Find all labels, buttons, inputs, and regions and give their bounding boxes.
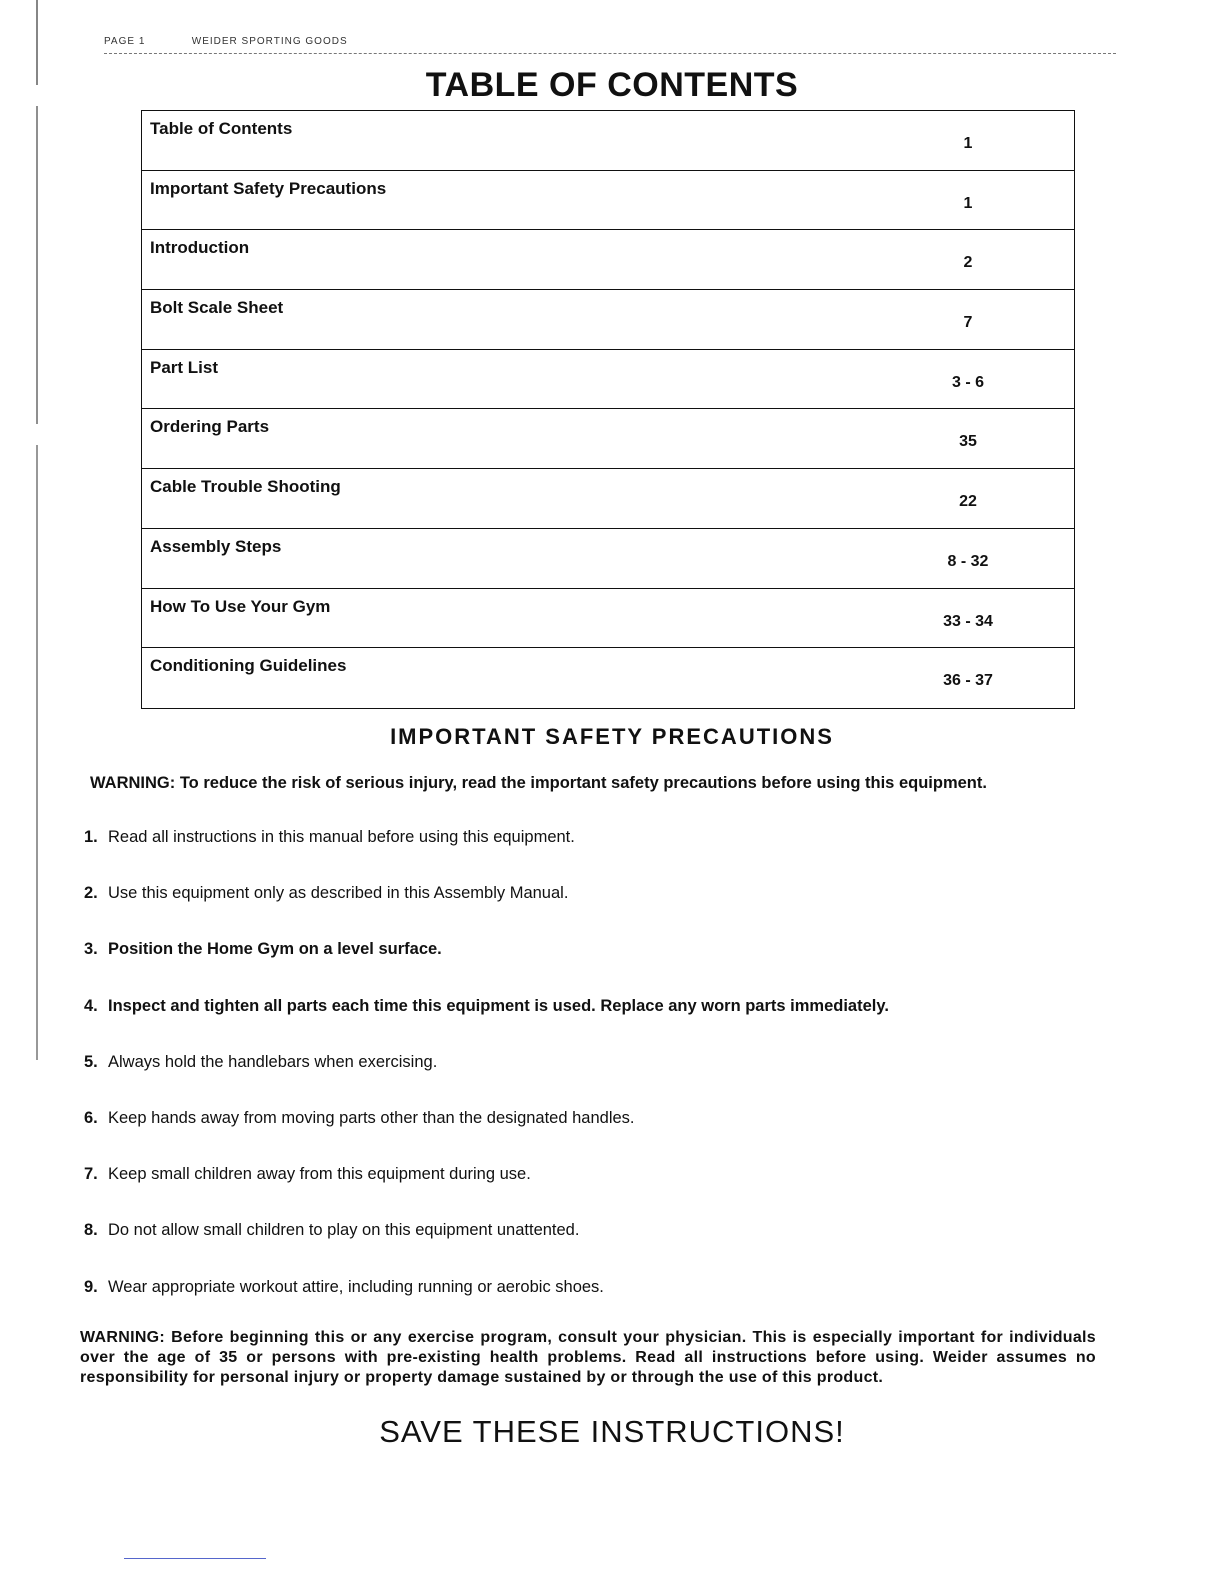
- item-number: 2.: [84, 884, 98, 903]
- toc-row-label: Assembly Steps: [150, 536, 282, 556]
- toc-row: [142, 469, 1074, 529]
- toc-table: [141, 110, 1075, 709]
- toc-row-label: Introduction: [150, 238, 250, 258]
- toc-row-label: Cable Trouble Shooting: [150, 477, 341, 497]
- toc-row-page: 8 - 32: [947, 552, 989, 570]
- toc-row: [142, 230, 1074, 290]
- toc-row: [142, 648, 1074, 708]
- list-item: [84, 1165, 889, 1221]
- list-item: [84, 828, 889, 884]
- list-item: [84, 1278, 889, 1334]
- toc-row-label: How To Use Your Gym: [150, 596, 331, 616]
- item-text: Do not allow small children to play on this equipment unattented.: [108, 1221, 580, 1240]
- item-text: Always hold the handlebars when exercising.: [108, 1052, 438, 1071]
- toc-row-label: Table of Contents: [150, 119, 293, 138]
- list-item: [84, 1053, 889, 1109]
- safety-warning: WARNING: To reduce the risk of serious injury, read the important safety precautions before using this equipment.: [90, 774, 987, 792]
- item-text: Use this equipment only as described in this Assembly Manual.: [108, 884, 569, 903]
- page-header: [104, 36, 1116, 54]
- toc-title: TABLE OF CONTENTS: [425, 66, 799, 104]
- list-item: [84, 997, 889, 1053]
- item-number: 8.: [84, 1221, 98, 1240]
- final-warning: WARNING: Before beginning this or any exercise program, consult your physician. This is especially important for individuals over the age of 35 or persons with pre-existing health problems. Read all instructions before using. Weider assumes no responsibility for personal injury or property damage sustained by or through the use of this product.: [80, 1329, 1096, 1386]
- precaution-list: [84, 828, 889, 1334]
- item-number: 1.: [84, 828, 98, 846]
- toc-row: [142, 529, 1074, 589]
- toc-row-page: 22: [959, 493, 977, 511]
- safety-title: IMPORTANT SAFETY PRECAUTIONS: [390, 724, 834, 749]
- item-number: 6.: [84, 1108, 98, 1127]
- item-text: Read all instructions in this manual before using this equipment.: [108, 828, 575, 846]
- toc-row-label: Important Safety Precautions: [150, 178, 387, 198]
- toc-row-label: Conditioning Guidelines: [150, 656, 347, 676]
- toc-row-label: Bolt Scale Sheet: [150, 298, 284, 318]
- save-instructions: SAVE THESE INSTRUCTIONS!: [379, 1414, 845, 1449]
- item-number: 9.: [84, 1277, 98, 1296]
- item-number: 5.: [84, 1052, 98, 1071]
- toc-row: [142, 589, 1074, 649]
- toc-row: [142, 290, 1074, 350]
- item-text: Position the Home Gym on a level surface.: [108, 940, 442, 959]
- toc-row-page: 35: [959, 433, 977, 451]
- item-text: Keep hands away from moving parts other than the designated handles.: [108, 1108, 635, 1127]
- list-item: [84, 940, 889, 996]
- toc-row: [142, 111, 1074, 171]
- toc-row-page: 2: [963, 254, 973, 272]
- page-number: PAGE 1: [104, 36, 146, 47]
- toc-row-label: Part List: [150, 357, 219, 377]
- toc-row-page: 7: [963, 314, 973, 332]
- toc-row: [142, 171, 1074, 231]
- toc-row-page: 36 - 37: [943, 672, 993, 690]
- toc-row: [142, 409, 1074, 469]
- toc-row: [142, 350, 1074, 410]
- scan-edge-mark: [36, 0, 38, 1060]
- item-number: 4.: [84, 996, 98, 1015]
- item-text: Keep small children away from this equipment during use.: [108, 1165, 531, 1184]
- toc-row-page: 33 - 34: [943, 612, 993, 630]
- item-text: Inspect and tighten all parts each time this equipment is used. Replace any worn parts immediately.: [108, 996, 889, 1015]
- company-name: WEIDER SPORTING GOODS: [191, 36, 348, 47]
- toc-row-page: 1: [963, 135, 973, 152]
- toc-row-page: 3 - 6: [951, 373, 984, 391]
- footer-rule: [124, 1558, 266, 1559]
- list-item: [84, 1109, 889, 1165]
- toc-row-page: 1: [963, 194, 973, 212]
- item-number: 3.: [84, 940, 98, 959]
- item-text: Wear appropriate workout attire, including running or aerobic shoes.: [108, 1277, 604, 1296]
- list-item: [84, 884, 889, 940]
- list-item: [84, 1221, 889, 1277]
- item-number: 7.: [84, 1165, 98, 1184]
- toc-row-label: Ordering Parts: [150, 417, 270, 437]
